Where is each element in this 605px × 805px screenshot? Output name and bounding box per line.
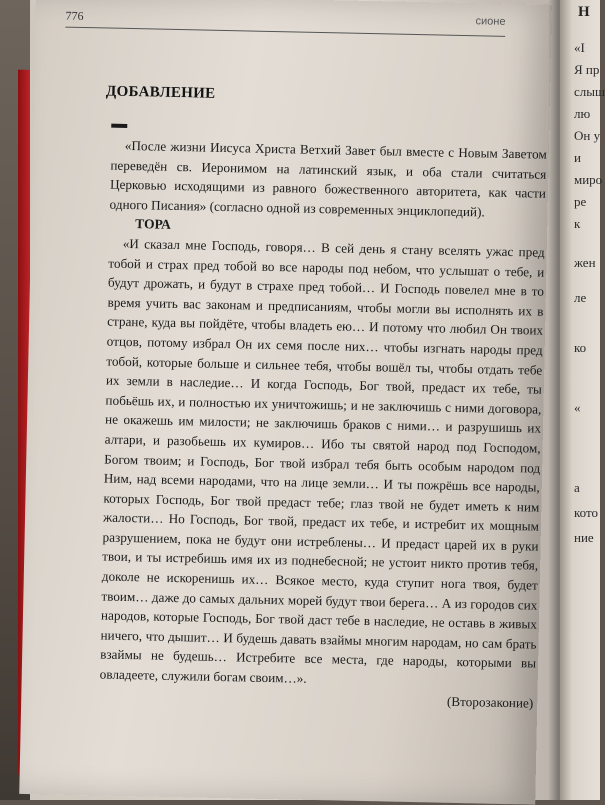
right-page-fragment: Он у: [574, 128, 601, 143]
right-page-fragment: а: [574, 480, 580, 495]
right-page-fragment: ле: [574, 290, 587, 305]
right-page-fragment: «І: [574, 40, 585, 55]
right-page-fragment: миро: [574, 172, 603, 187]
right-page-fragment: ре: [574, 194, 587, 209]
right-page-fragment: к: [574, 216, 581, 231]
page-number: 776: [65, 8, 84, 23]
right-page: [560, 0, 605, 800]
right-page-fragment: ко: [574, 340, 587, 355]
heading-dash: [111, 124, 127, 128]
body-text: [99, 136, 547, 713]
right-page-fragment: жен: [574, 255, 596, 270]
running-head: [65, 9, 505, 37]
right-page-fragment: «: [574, 400, 581, 415]
right-page-fragment: и: [574, 150, 581, 165]
right-page-fragment: кото: [574, 505, 598, 520]
right-page-fragment: ние: [574, 530, 594, 545]
tora-quote: «И сказал мне Господь, говоря… В сей день я стану вселять ужас пред тобой и страх пред тобой во все народы под небом, что услышат о тебе, и будут дрожать, и будут в страхе пред тобой… И Господь повелел мне в то время учить вас законам и предписаниям, чтобы могли вы исполнять их в стране, куда вы пойдёте, чтобы владеть ею… И потому что любил Он твоих отцов, потому избрал Он их семя после них… чтобы изгнать народы пред тобой, которые больше и сильнее тебя, чтобы вошёл ты, чтобы отдать тебе их земли в наследие… И когда Господь, Бог твой, предаст их тебе, ты побьёшь их, и полностью их уничтожишь; и не заключишь с ними договора, не окажешь им милости; не заключишь браков с ними… и разрушишь их алтари, и разобьешь их кумиров… Ибо ты святой народ под Господом, Богом твоим; и Господь, Бог твой избрал тебя быть особым народом под Ним, над всеми народами, что на лице земли… И ты пожрёшь все народы, которых Господь, Бог твой предаст тебе; глаз твой не будет иметь к ним жалости… Но Господь, Бог твой, предаст их тебе, и истребит их мощным разрушением, пока не будут они истреблены… И предаст царей их в руки твои, и ты истребишь имя их из поднебесной; не устоит никто против тебя, доколе не искоренишь их… Всякое место, куда ступит нога твоя, будет твоим… даже до самых дальних морей будут твои берега… А из городов сих народов, которые Господь, Бог твой даст тебе в наследие, не оставь в живых ничего, что дышит… И будешь давать взаймы многим народам, но сам брать взаймы не будешь… Истребите все места, где народы, которыми вы овладеете, служили богам своим…».: [99, 235, 545, 686]
right-page-fragment: лю: [574, 106, 591, 121]
intro-quote: «После жизни Иисуса Христа Ветхий Завет был вместе с Новым Заветом переведён св. Иеронимом на латинский язык, и оба стали считаться Церковью исходящими из равного божественного авторитета, как части одного Писания» (согласно одной из современных энциклопедий).: [109, 137, 547, 220]
right-page-fragment: Я пр: [574, 62, 600, 77]
section-heading: ДОБАВЛЕНИЕ: [105, 83, 216, 102]
running-title: сионе: [475, 15, 506, 28]
source-citation: (Второзаконие): [446, 693, 534, 711]
right-page-fragment: слыш: [574, 84, 605, 99]
right-page-heading: Н: [578, 4, 590, 20]
left-page: [19, 0, 552, 805]
sub-heading: ТОРА: [135, 216, 171, 233]
